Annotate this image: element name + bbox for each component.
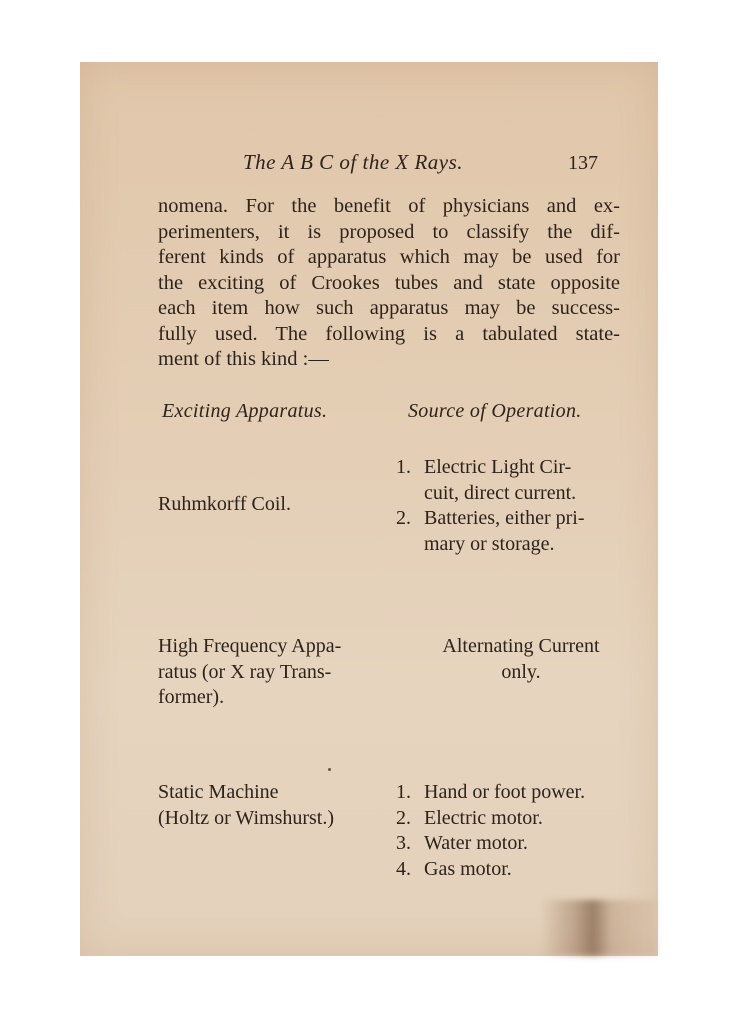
item-text: Gas motor. (424, 857, 512, 880)
paragraph-line: each item how such apparatus may be success- (158, 297, 620, 319)
ink-speck (328, 768, 331, 771)
source-line: only. (501, 660, 541, 683)
source-item (396, 780, 618, 806)
source-item (396, 857, 618, 883)
item-text: mary or storage. (424, 532, 555, 555)
paragraph-line: perimenters, it is proposed to classify the dif- (158, 220, 620, 243)
source-item (396, 506, 618, 557)
apparatus-static-machine (158, 780, 334, 831)
item-text: Electric Light Cir- (424, 456, 572, 478)
apparatus-line: High Frequency Appa- (158, 635, 342, 657)
item-text: cuit, direct current. (424, 481, 577, 504)
item-text: Hand or foot power. (424, 781, 586, 803)
source-high-frequency (410, 634, 632, 685)
item-number: 1. (396, 781, 411, 803)
page-shadow-mark (540, 900, 658, 956)
item-number: 1. (396, 456, 411, 478)
apparatus-high-frequency (158, 634, 341, 711)
source-list-static-machine (396, 780, 618, 882)
source-item (396, 806, 618, 832)
page-number: 137 (568, 152, 598, 174)
item-text: Batteries, either pri- (424, 507, 585, 529)
running-title: The A B C of the X Rays. (243, 150, 464, 174)
item-number: 2. (396, 806, 411, 829)
apparatus-line: former). (158, 686, 225, 708)
item-text: Electric motor. (424, 806, 543, 829)
paragraph-line: fully used. The following is a tabulated state- (158, 322, 620, 345)
column-heading-apparatus: Exciting Apparatus. (162, 400, 328, 422)
item-number: 3. (396, 832, 411, 854)
paragraph-line: the exciting of Crookes tubes and state opposite (158, 271, 620, 294)
apparatus-line: Ruhmkorff Coil. (158, 493, 291, 515)
apparatus-line: Static Machine (158, 781, 279, 803)
source-item (396, 831, 618, 857)
source-list-ruhmkorff (396, 455, 618, 557)
source-line: Alternating Current (442, 635, 600, 657)
body-paragraph (158, 194, 620, 373)
page-header (80, 150, 658, 178)
item-text: Water motor. (424, 832, 528, 854)
paragraph-line: ment of this kind :— (158, 348, 329, 370)
paragraph-line: ferent kinds of apparatus which may be used for (158, 246, 620, 268)
apparatus-ruhmkorff-coil (158, 492, 291, 518)
paragraph-line: nomena. For the benefit of physicians and ex- (158, 195, 620, 217)
item-number: 2. (396, 507, 411, 529)
source-item (396, 455, 618, 506)
item-number: 4. (396, 857, 411, 880)
apparatus-line: ratus (or X ray Trans- (158, 660, 332, 683)
apparatus-line: (Holtz or Wimshurst.) (158, 806, 335, 829)
book-page (80, 62, 658, 956)
column-heading-source: Source of Operation. (408, 400, 582, 422)
